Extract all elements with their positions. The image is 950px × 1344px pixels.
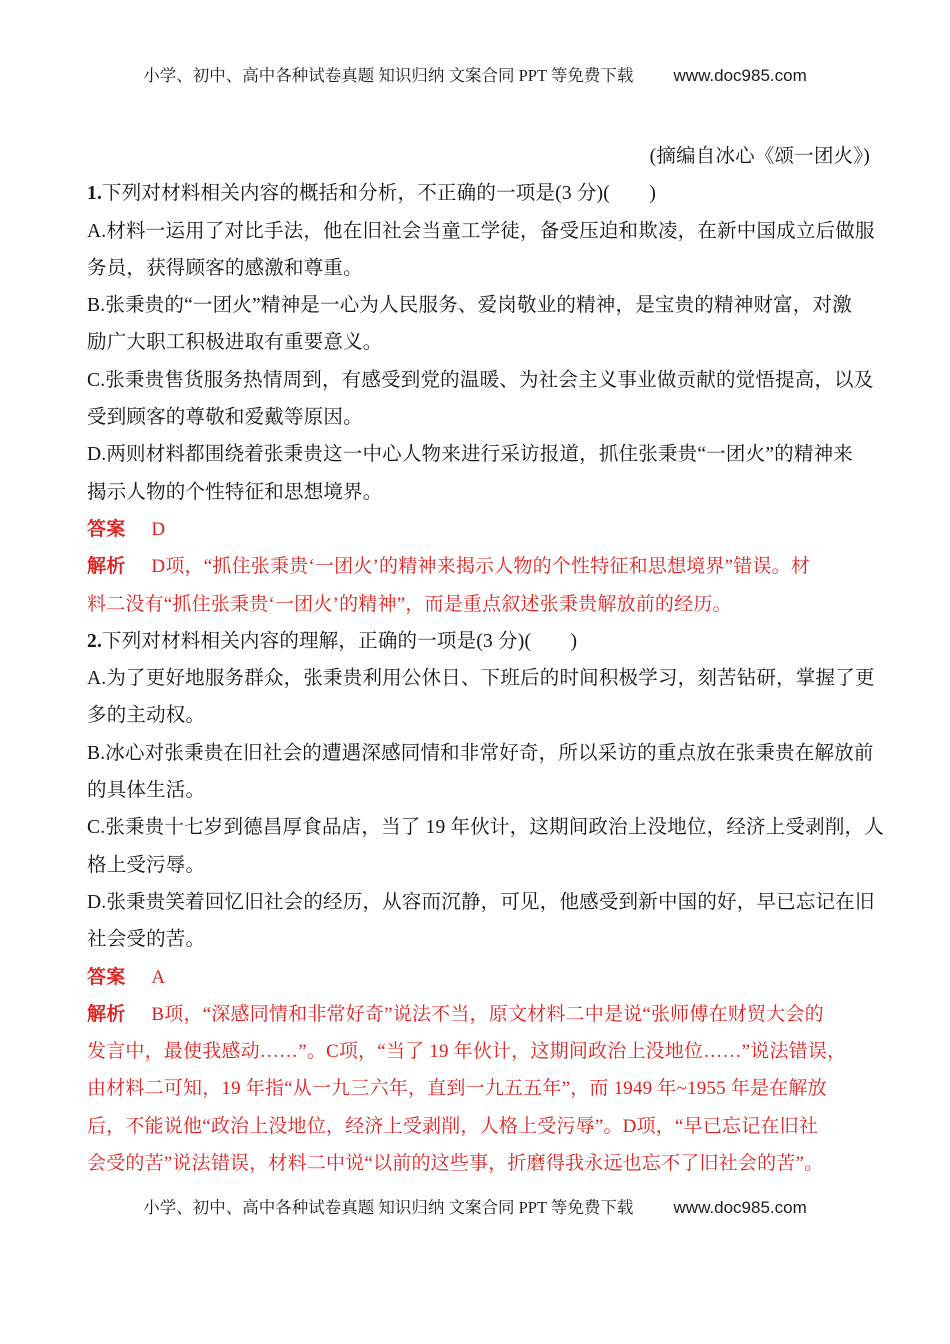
option-1a-line-2 <box>87 250 870 287</box>
answer-analysis-label: 答案 <box>87 966 126 988</box>
text-segment: 1. <box>87 183 103 205</box>
text-segment: 的具体生活。 <box>87 780 206 802</box>
option-2a-line-2 <box>87 697 870 734</box>
text-segment: 格上受污辱。 <box>87 854 206 876</box>
text-segment: C.张秉贵售货服务热情周到，有感受到党的温暖、为社会主义事业做贡献的觉悟提高，以及 <box>87 369 874 391</box>
option-1b-line-1 <box>87 287 870 324</box>
text-lines-container <box>87 175 884 1182</box>
text-segment: 多的主动权。 <box>87 705 206 727</box>
text-segment: B.冰心对张秉贵在旧社会的遭遇深感同情和非常好奇，所以采访的重点放在张秉贵在解放前 <box>87 742 874 764</box>
text-segment: D <box>151 518 166 540</box>
text-segment: 揭示人物的个性特征和思想境界。 <box>87 481 383 503</box>
answer-analysis-label: 解析 <box>87 556 126 578</box>
answer-analysis-label: 解析 <box>87 1003 126 1025</box>
option-2d-line-1 <box>87 884 875 921</box>
text-segment: A <box>151 966 166 988</box>
text-segment: 励广大职工积极进取有重要意义。 <box>87 332 383 354</box>
text-segment: C.张秉贵十七岁到德昌厚食品店，当了 19 年伙计，这期间政治上没地位，经济上受剥削，人 <box>87 817 884 839</box>
header-site-link[interactable]: www.doc985.com <box>673 66 807 85</box>
text-segment: A.为了更好地服务群众，张秉贵利用公休日、下班后的时间积极学习，刻苦钻研，掌握了更 <box>87 668 875 690</box>
text-segment: 下列对材料相关内容的理解，正确的一项是(3 分)( ) <box>102 630 578 652</box>
text-segment: B项，“深感同情和非常好奇”说法不当，原文材料二中是说“张师傅在财贸大会的 <box>151 1003 824 1025</box>
answer-analysis-label: 答案 <box>87 518 126 540</box>
text-segment: 会受的苦”说法错误，材料二中说“以前的这些事，折磨得我永远也忘不了旧社会的苦”。 <box>87 1153 824 1175</box>
analysis-2-line-4 <box>87 1108 870 1145</box>
question-2-stem <box>87 623 870 660</box>
option-1d-line-2 <box>87 474 870 511</box>
text-segment: 务员，获得顾客的感激和尊重。 <box>87 257 363 279</box>
option-2b-line-1 <box>87 735 874 772</box>
page-header <box>0 60 950 92</box>
option-1b-line-2 <box>87 324 870 361</box>
text-segment: 料二没有“抓住张秉贵‘一团火’的精神”，而是重点叙述张秉贵解放前的经历。 <box>87 593 732 615</box>
document-body <box>87 138 884 1182</box>
option-2a-line-1 <box>87 660 875 697</box>
text-segment: D.张秉贵笑着回忆旧社会的经历，从容而沉静，可见，他感受到新中国的好，早已忘记在旧 <box>87 891 875 913</box>
option-1d-line-1 <box>87 436 870 473</box>
attribution-line: (摘编自冰心《颂一团火》) <box>649 146 870 167</box>
header-watermark-text: 小学、初中、高中各种试卷真题 知识归纳 文案合同 PPT 等免费下载 <box>143 66 634 85</box>
option-2b-line-2 <box>87 772 870 809</box>
text-segment: D项，“抓住张秉贵‘一团火’的精神来揭示人物的个性特征和思想境界”错误。材 <box>151 556 811 578</box>
answer-1-line <box>87 511 870 548</box>
text-segment: D.两则材料都围绕着张秉贵这一中心人物来进行采访报道，抓住张秉贵“一团火”的精神来 <box>87 444 853 466</box>
text-segment: 后，不能说他“政治上没地位，经济上受剥削，人格上受污辱”。D项，“早已忘记在旧社 <box>87 1115 819 1137</box>
question-1-stem <box>87 175 870 212</box>
footer-watermark-text: 小学、初中、高中各种试卷真题 知识归纳 文案合同 PPT 等免费下载 <box>143 1198 634 1217</box>
option-1c-line-1 <box>87 362 874 399</box>
footer-site-link[interactable]: www.doc985.com <box>673 1198 807 1217</box>
page-footer <box>0 1192 950 1224</box>
analysis-2-line-1 <box>87 996 870 1033</box>
analysis-1-line-2 <box>87 586 870 623</box>
option-1a-line-1 <box>87 213 875 250</box>
option-1c-line-2 <box>87 399 870 436</box>
text-segment: 发言中，最使我感动……”。C项，“当了 19 年伙计，这期间政治上没地位……”说法错误， <box>87 1041 847 1063</box>
text-segment: 下列对材料相关内容的概括和分析，不正确的一项是(3 分)( ) <box>102 183 657 205</box>
option-2c-line-2 <box>87 847 870 884</box>
answer-2-line <box>87 959 870 996</box>
text-segment: 2. <box>87 630 103 652</box>
analysis-2-line-2 <box>87 1033 870 1070</box>
analysis-2-line-5 <box>87 1145 870 1182</box>
analysis-1-line-1 <box>87 548 870 585</box>
text-segment: 受到顾客的尊敬和爱戴等原因。 <box>87 407 363 429</box>
analysis-2-line-3 <box>87 1070 870 1107</box>
option-2d-line-2 <box>87 921 870 958</box>
option-2c-line-1 <box>87 809 884 846</box>
text-segment: 由材料二可知，19 年指“从一九三六年，直到一九五五年”，而 1949 年~1955 年是在解放 <box>87 1078 827 1100</box>
text-segment: A.材料一运用了对比手法，他在旧社会当童工学徒，备受压迫和欺凌，在新中国成立后做服 <box>87 220 875 242</box>
text-segment: B.张秉贵的“一团火”精神是一心为人民服务、爱岗敬业的精神，是宝贵的精神财富，对激 <box>87 295 852 317</box>
text-segment: 社会受的苦。 <box>87 929 206 951</box>
